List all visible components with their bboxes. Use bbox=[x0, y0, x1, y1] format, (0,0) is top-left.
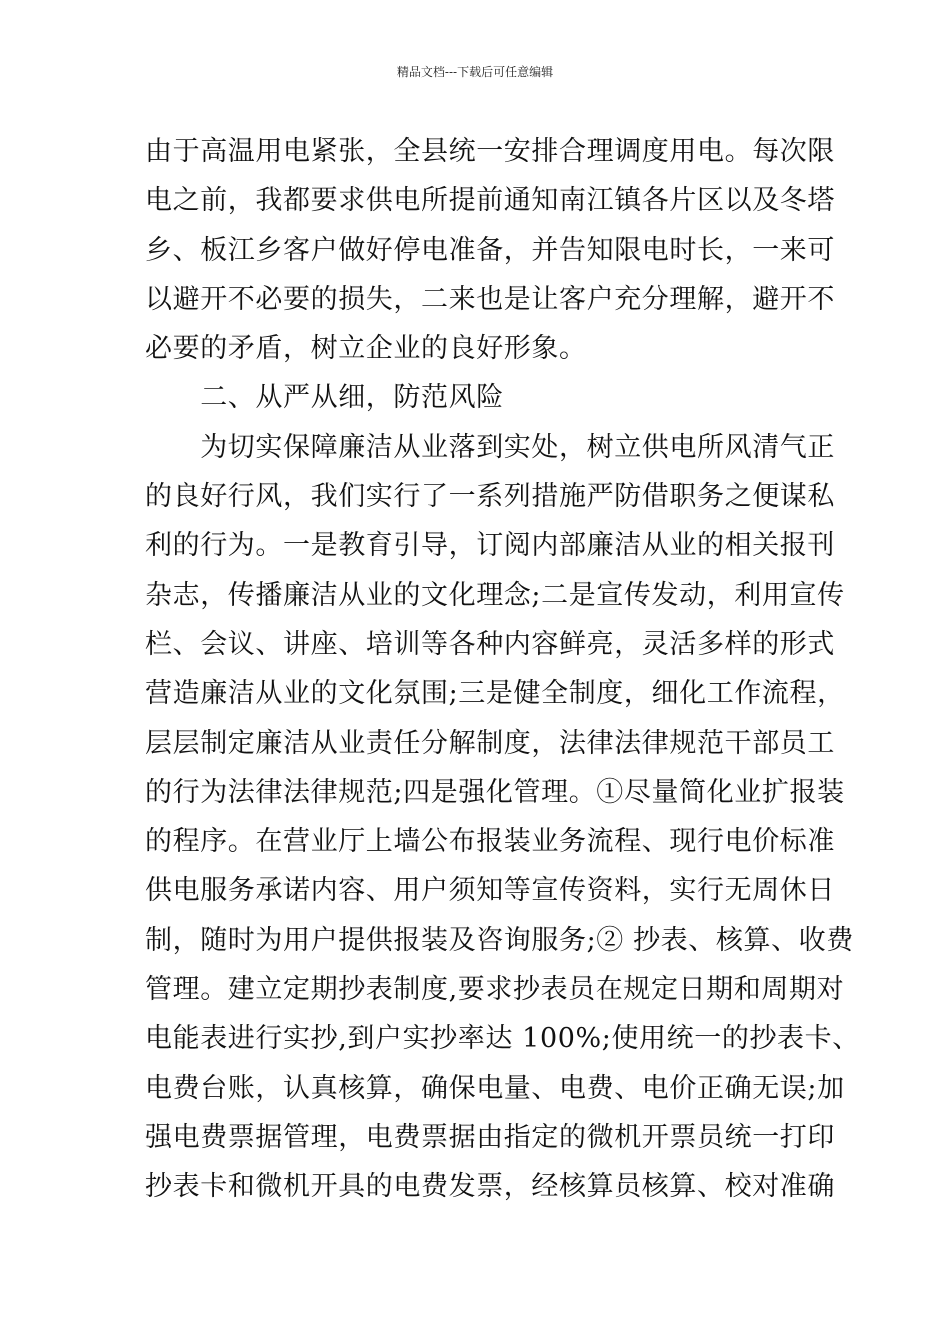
text-line: 由于高温用电紧张，全县统一安排合理调度用电。每次限 bbox=[145, 136, 835, 167]
text-line: 制，随时为用户提供报装及咨询服务;② 抄表、核算、收费 bbox=[145, 924, 854, 956]
text-line: 为切实保障廉洁从业落到实处，树立供电所风清气正 bbox=[145, 431, 835, 463]
text-line: 杂志，传播廉洁从业的文化理念;二是宣传发动，利用宣传 bbox=[145, 579, 845, 611]
text-line: 栏、会议、讲座、培训等各种内容鲜亮，灵活多样的形式 bbox=[145, 628, 835, 660]
text-line: 的程序。在营业厅上墙公布报装业务流程、现行电价标准 bbox=[145, 826, 835, 858]
text-line: 营造廉洁从业的文化氛围;三是健全制度，细化工作流程， bbox=[145, 678, 845, 710]
text-line: 层层制定廉洁从业责任分解制度，法律法律规范干部员工 bbox=[145, 727, 835, 759]
text-line: 抄表卡和微机开具的电费发票，经核算员核算、校对准确 bbox=[145, 1171, 835, 1203]
page-header: 精品文档---下载后可任意编辑 bbox=[396, 65, 554, 79]
text-line: 利的行为。一是教育引导，订阅内部廉洁从业的相关报刊 bbox=[145, 530, 835, 562]
text-line: 电费台账，认真核算，确保电量、电费、电价正确无误;加 bbox=[145, 1072, 845, 1104]
text-line: 必要的矛盾，树立企业的良好形象。 bbox=[145, 333, 587, 365]
text-line: 强电费票据管理，电费票据由指定的微机开票员统一打印 bbox=[145, 1121, 835, 1153]
text-line: 乡、板江乡客户做好停电准备，并告知限电时长，一来可 bbox=[145, 234, 835, 266]
text-line: 供电服务承诺内容、用户须知等宣传资料，实行无周休日 bbox=[145, 875, 835, 907]
text-line: 的行为法律法律规范;四是强化管理。①尽量简化业扩报装 bbox=[145, 776, 845, 808]
text-line: 电之前，我都要求供电所提前通知南江镇各片区以及冬塔 bbox=[145, 185, 835, 217]
text-line: 以避开不必要的损失，二来也是让客户充分理解，避开不 bbox=[145, 283, 835, 315]
section-heading: 二、从严从细，防范风险 bbox=[145, 382, 504, 414]
text-line: 管理。建立定期抄表制度,要求抄表员在规定日期和周期对 bbox=[145, 974, 845, 1006]
text-line: 的良好行风，我们实行了一系列措施严防借职务之便谋私 bbox=[145, 481, 835, 513]
text-line: 电能表进行实抄,到户实抄率达 100%;使用统一的抄表卡、 bbox=[145, 1023, 860, 1055]
document-body bbox=[145, 129, 860, 1214]
